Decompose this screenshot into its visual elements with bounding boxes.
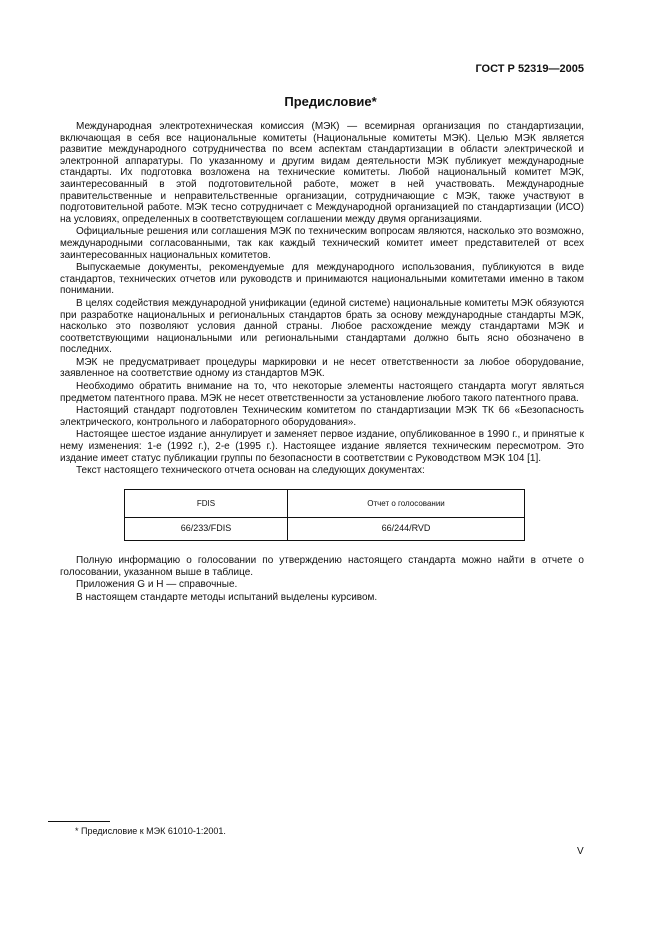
paragraph: Полную информацию о голосовании по утверждению настоящего стандарта можно найти в отчете о голосовании, указанном выше в таблице.	[60, 555, 584, 578]
paragraph: Официальные решения или соглашения МЭК по техническим вопросам являются, насколько это возможно, международными согласованными, так как каждый технический комитет имеет представителей от всех заинтересованных национальных комитетов.	[60, 226, 584, 261]
standard-header: ГОСТ Р 52319—2005	[475, 63, 584, 75]
voting-documents-table	[124, 489, 525, 541]
table-header-cell: FDIS	[125, 489, 288, 518]
paragraph: Настоящий стандарт подготовлен Техническим комитетом по стандартизации МЭК ТК 66 «Безопасность электрического, контрольного и лабораторного оборудования».	[60, 405, 584, 428]
foreword-body	[60, 121, 584, 604]
paragraph: Необходимо обратить внимание на то, что некоторые элементы настоящего стандарта могут являться предметом патентного права. МЭК не несет ответственности за установление любого такого патентного права.	[60, 381, 584, 404]
paragraph: Приложения G и H — справочные.	[76, 579, 238, 591]
footnote: * Предисловие к МЭК 61010-1:2001.	[75, 826, 226, 836]
paragraph: МЭК не предусматривает процедуры маркировки и не несет ответственности за любое оборудование, заявленное на соответствие одному из стандартов МЭК.	[60, 356, 584, 380]
table-header-cell: Отчет о голосовании	[288, 489, 525, 518]
footnote-divider	[48, 821, 110, 822]
table-header-row	[125, 489, 525, 518]
paragraph: Текст настоящего технического отчета основан на следующих документах:	[76, 465, 425, 477]
page-title: Предисловие*	[284, 94, 377, 109]
page-number: V	[577, 846, 584, 857]
paragraph: Настоящее шестое издание аннулирует и заменяет первое издание, опубликованное в 1990 г., и принятые к нему изменения: 1-е (1992 г.), 2-е (1995 г.). Настоящее издание является техническим пересмотром. Это издание имеет статус публикации группы по безопасности в соответствии с Руководством МЭК 104 [1].	[60, 429, 584, 464]
paragraph: В настоящем стандарте методы испытаний выделены курсивом.	[76, 591, 378, 603]
table-row	[125, 518, 525, 541]
paragraph: Выпускаемые документы, рекомендуемые для международного использования, публикуются в виде стандартов, технических отчетов или руководств и принимаются национальными комитетами именно в таком понимании.	[60, 262, 584, 297]
table-cell: 66/233/FDIS	[125, 518, 288, 541]
table-cell: 66/244/RVD	[288, 518, 525, 541]
paragraph: В целях содействия международной унификации (единой системе) национальные комитеты МЭК обязуются при разработке национальных и региональных стандартов брать за основу международные стандарты МЭК, насколько это позволяют условия данной страны. Любое расхождение между стандартами МЭК и соответствующими национальными или региональными стандартами должно быть ясно обозначено в последних.	[60, 297, 584, 356]
paragraph: Международная электротехническая комиссия (МЭК) — всемирная организация по стандартизации, включающая в себя все национальные комитеты (Национальные комитеты МЭК). Целью МЭК является развитие международного сотрудничества по всем аспектам стандартизации в области электрической и электронной аппаратуры. По указанному и другим видам деятельности МЭК публикует международные стандарты. Их подготовка возложена на технические комитеты. Любой национальный комитет МЭК, заинтересованный в этой подготовительной работе, может в ней участвовать. Международные правительственные и неправительственные организации, сотрудничающие с МЭК, также участвуют в подготовительной работе. МЭК тесно сотрудничает с Международной организацией по стандартизации (ИСО) на условиях, определенных в соответствующем соглашении между двумя организациями.	[60, 121, 584, 225]
